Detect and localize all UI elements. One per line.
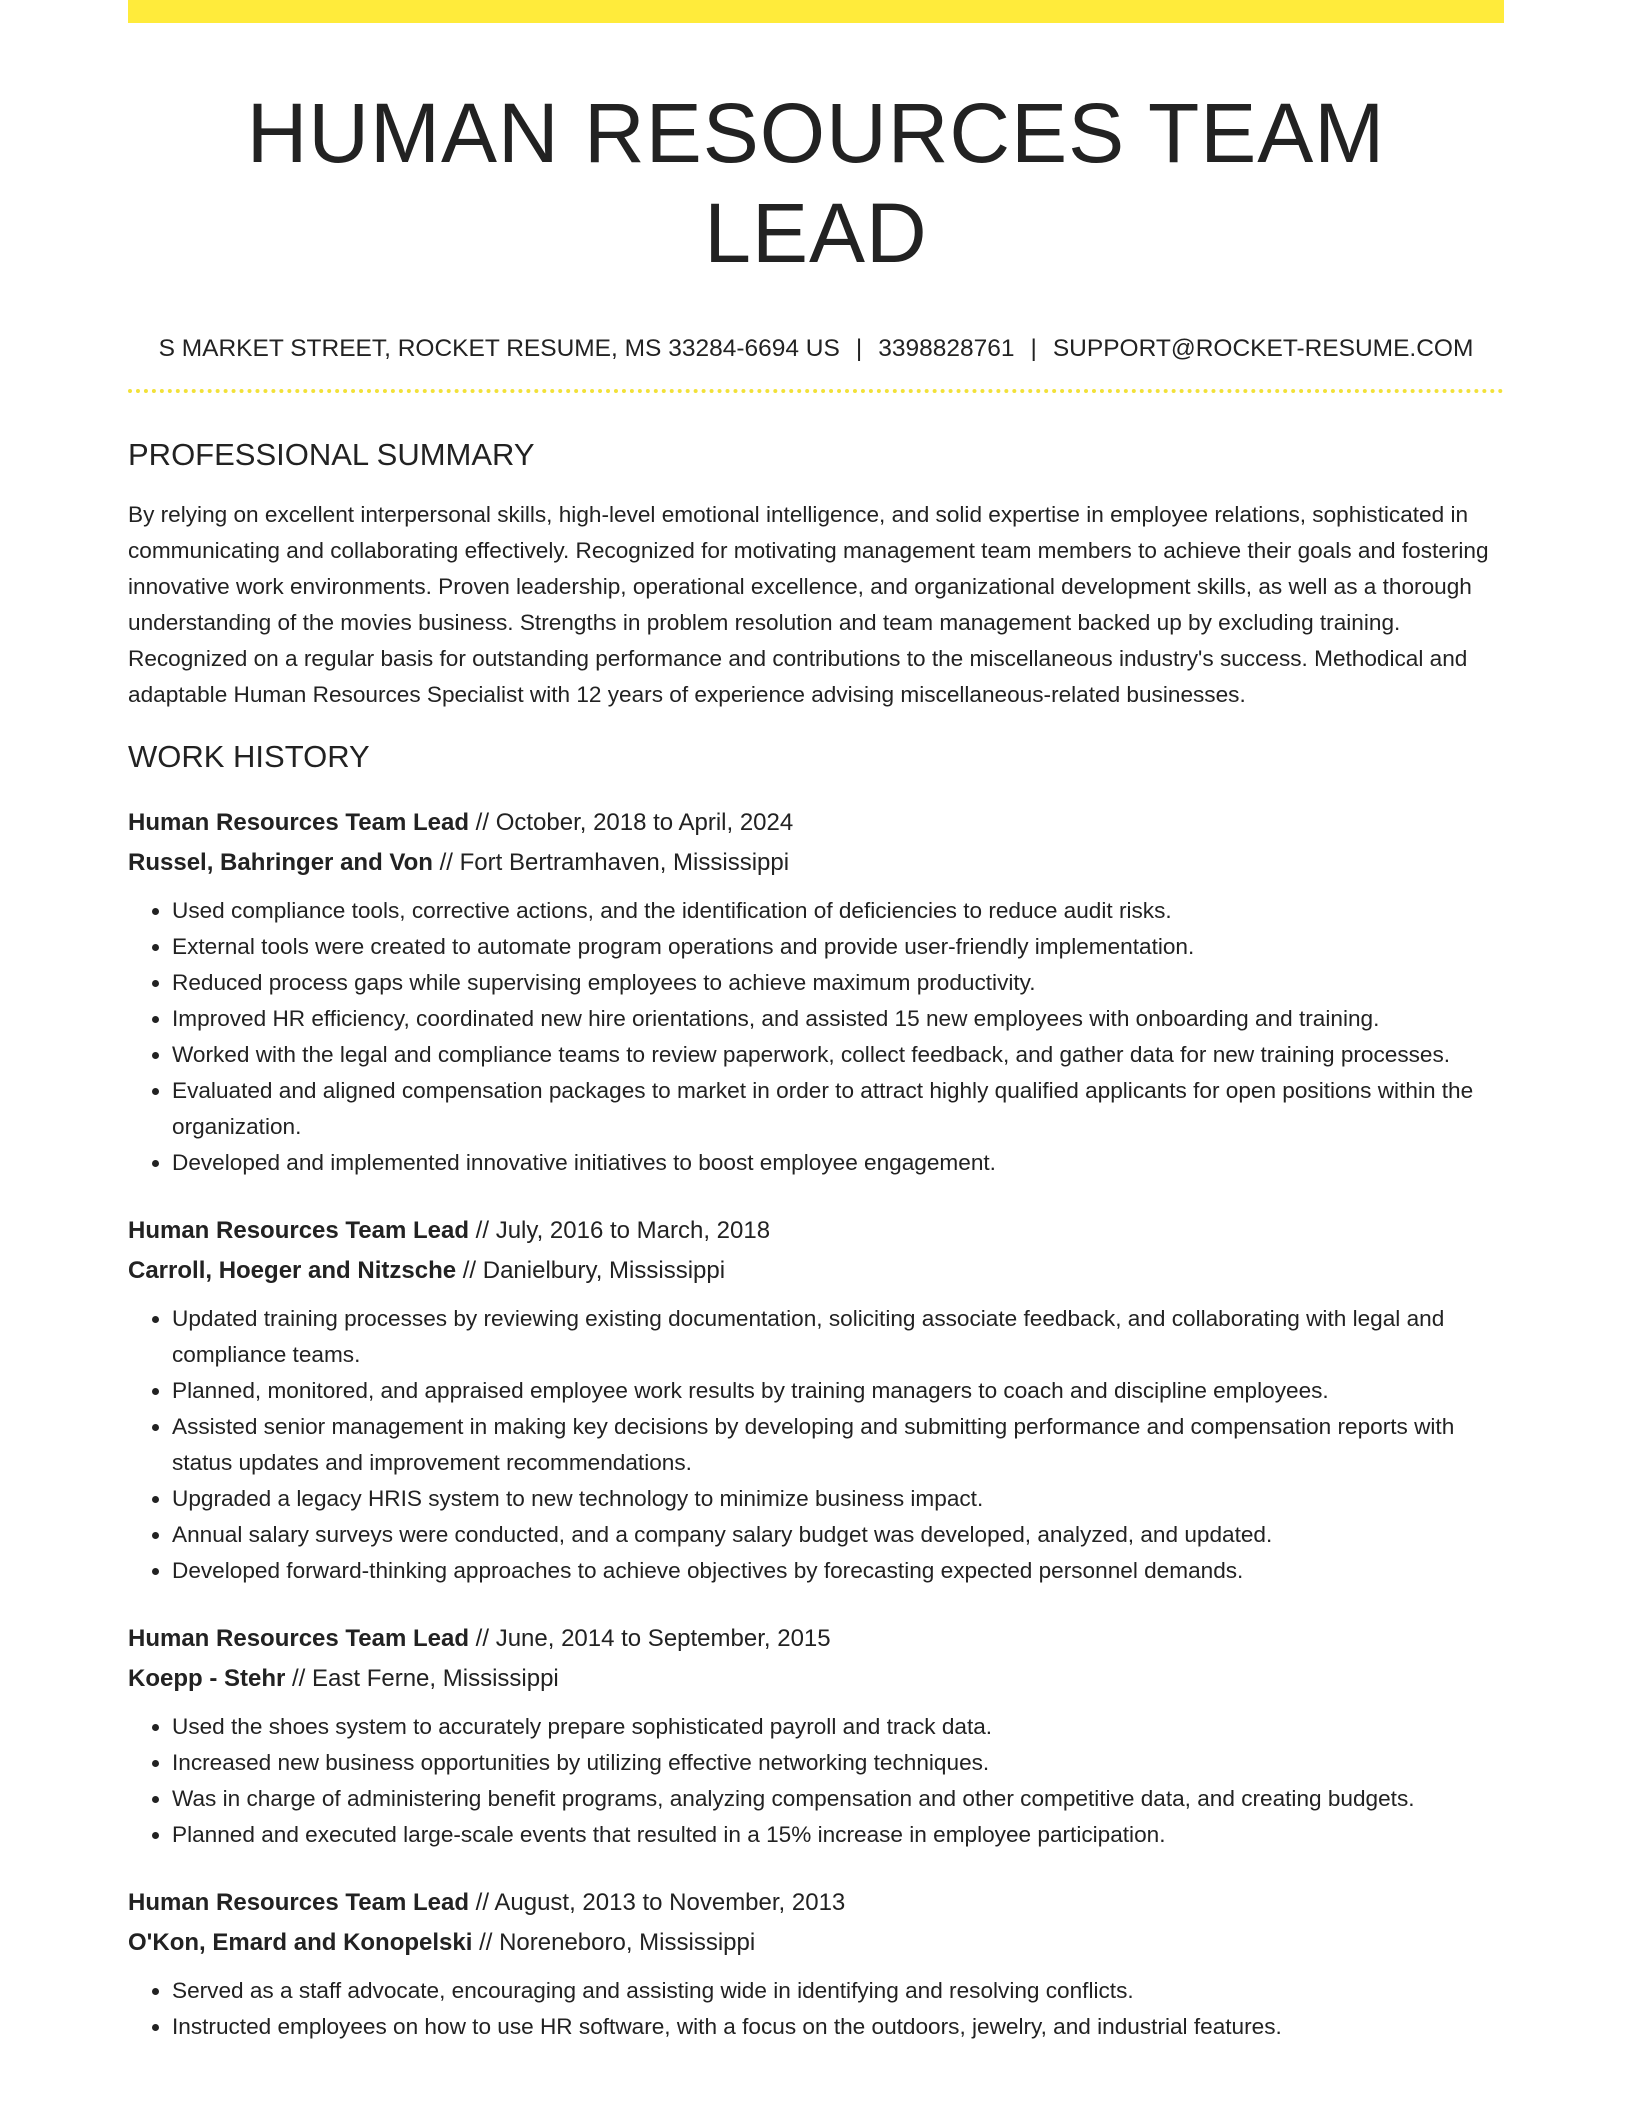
job-bullets bbox=[128, 1709, 1504, 1853]
list-item: • Annual salary surveys were conducted, and a company salary budget was developed, analyzed, and updated. bbox=[172, 1517, 1504, 1553]
contact-line bbox=[128, 333, 1504, 365]
job-dates: // June, 2014 to September, 2015 bbox=[469, 1625, 831, 1652]
job-title: Human Resources Team Lead bbox=[128, 1217, 470, 1244]
job-bullets bbox=[128, 1973, 1504, 2045]
contact-address: S MARKET STREET, ROCKET RESUME, MS 33284-6694 US bbox=[158, 335, 840, 362]
job-entry bbox=[128, 1883, 1504, 2045]
contact-separator: | bbox=[1030, 335, 1037, 362]
job-entry bbox=[128, 1619, 1504, 1853]
list-item: • Assisted senior management in making key decisions by developing and submitting performance and compensation reports with status updates and improvement recommendations. bbox=[172, 1409, 1504, 1481]
list-item: • Was in charge of administering benefit programs, analyzing compensation and other competitive data, and creating budgets. bbox=[172, 1781, 1504, 1817]
job-bullets bbox=[128, 1301, 1504, 1589]
list-item: • Developed and implemented innovative initiatives to boost employee engagement. bbox=[172, 1145, 1504, 1181]
job-dates: // October, 2018 to April, 2024 bbox=[469, 809, 794, 836]
list-item: • Upgraded a legacy HRIS system to new technology to minimize business impact. bbox=[172, 1481, 1504, 1517]
resume-page bbox=[128, 0, 1504, 2045]
list-item: • Instructed employees on how to use HR software, with a focus on the outdoors, jewelry, and industrial features. bbox=[172, 2009, 1504, 2045]
job-company: Carroll, Hoeger and Nitzsche bbox=[128, 1257, 457, 1284]
job-title-line bbox=[128, 1211, 1504, 1251]
job-dates: // July, 2016 to March, 2018 bbox=[469, 1217, 771, 1244]
resume-title: HUMAN RESOURCES TEAM LEAD bbox=[246, 86, 1386, 280]
summary-heading: PROFESSIONAL SUMMARY bbox=[128, 437, 535, 472]
job-location: // East Ferne, Mississippi bbox=[285, 1665, 559, 1692]
list-item: • Worked with the legal and compliance teams to review paperwork, collect feedback, and gather data for new training processes. bbox=[172, 1037, 1504, 1073]
list-item: • Evaluated and aligned compensation packages to market in order to attract highly qualified applicants for open positions within the organization. bbox=[172, 1073, 1504, 1145]
list-item: • Planned and executed large-scale events that resulted in a 15% increase in employee participation. bbox=[172, 1817, 1504, 1853]
job-title-line bbox=[128, 803, 1504, 843]
job-title: Human Resources Team Lead bbox=[128, 1625, 470, 1652]
list-item: • Reduced process gaps while supervising employees to achieve maximum productivity. bbox=[172, 965, 1504, 1001]
job-title-line bbox=[128, 1883, 1504, 1923]
contact-phone[interactable]: 3398828761 bbox=[878, 335, 1015, 362]
job-location: // Danielbury, Mississippi bbox=[456, 1257, 726, 1284]
job-company-line bbox=[128, 1923, 1504, 1963]
contact-separator: | bbox=[855, 335, 863, 362]
job-title: Human Resources Team Lead bbox=[128, 1889, 470, 1916]
job-location: // Fort Bertramhaven, Mississippi bbox=[432, 849, 790, 876]
job-title-line bbox=[128, 1619, 1504, 1659]
job-dates: // August, 2013 to November, 2013 bbox=[469, 1889, 846, 1916]
job-title: Human Resources Team Lead bbox=[128, 809, 470, 836]
list-item: • Planned, monitored, and appraised employee work results by training managers to coach and discipline employees. bbox=[172, 1373, 1504, 1409]
job-company: O'Kon, Emard and Konopelski bbox=[128, 1929, 473, 1956]
summary-text: By relying on excellent interpersonal skills, high-level emotional intelligence, and solid expertise in employee relations, sophisticated in communicating and collaborating effectively. Recognized for motivating management team members to achieve their goals and fostering innovative work environments. Proven leadership, operational excellence, and organizational development skills, as well as a thorough understanding of the movies business. Strengths in problem resolution and team management backed up by excluding training. Recognized on a regular basis for outstanding performance and contributions to the miscellaneous industry's success. Methodical and adaptable Human Resources Specialist with 12 years of experience advising miscellaneous-related businesses. bbox=[128, 502, 1489, 707]
list-item: • Developed forward-thinking approaches to achieve objectives by forecasting expected personnel demands. bbox=[172, 1553, 1504, 1589]
work-history-heading: WORK HISTORY bbox=[128, 739, 370, 774]
list-item: • Served as a staff advocate, encouraging and assisting wide in identifying and resolving conflicts. bbox=[172, 1973, 1504, 2009]
contact-email[interactable]: SUPPORT@ROCKET-RESUME.COM bbox=[1052, 335, 1474, 362]
job-company-line bbox=[128, 1251, 1504, 1291]
job-location: // Noreneboro, Mississippi bbox=[472, 1929, 756, 1956]
job-company-line bbox=[128, 1659, 1504, 1699]
dotted-divider bbox=[128, 389, 1504, 393]
accent-top-bar bbox=[128, 0, 1504, 23]
list-item: • Used the shoes system to accurately prepare sophisticated payroll and track data. bbox=[172, 1709, 1504, 1745]
job-company: Koepp - Stehr bbox=[128, 1665, 286, 1692]
job-bullets bbox=[128, 893, 1504, 1181]
job-entry bbox=[128, 803, 1504, 1181]
list-item: • External tools were created to automate program operations and provide user-friendly implementation. bbox=[172, 929, 1504, 965]
list-item: • Used compliance tools, corrective actions, and the identification of deficiencies to reduce audit risks. bbox=[172, 893, 1504, 929]
job-company-line bbox=[128, 843, 1504, 883]
list-item: • Increased new business opportunities by utilizing effective networking techniques. bbox=[172, 1745, 1504, 1781]
job-company: Russel, Bahringer and Von bbox=[128, 849, 433, 876]
list-item: • Improved HR efficiency, coordinated new hire orientations, and assisted 15 new employees with onboarding and training. bbox=[172, 1001, 1504, 1037]
list-item: • Updated training processes by reviewing existing documentation, soliciting associate feedback, and collaborating with legal and compliance teams. bbox=[172, 1301, 1504, 1373]
job-entry bbox=[128, 1211, 1504, 1589]
